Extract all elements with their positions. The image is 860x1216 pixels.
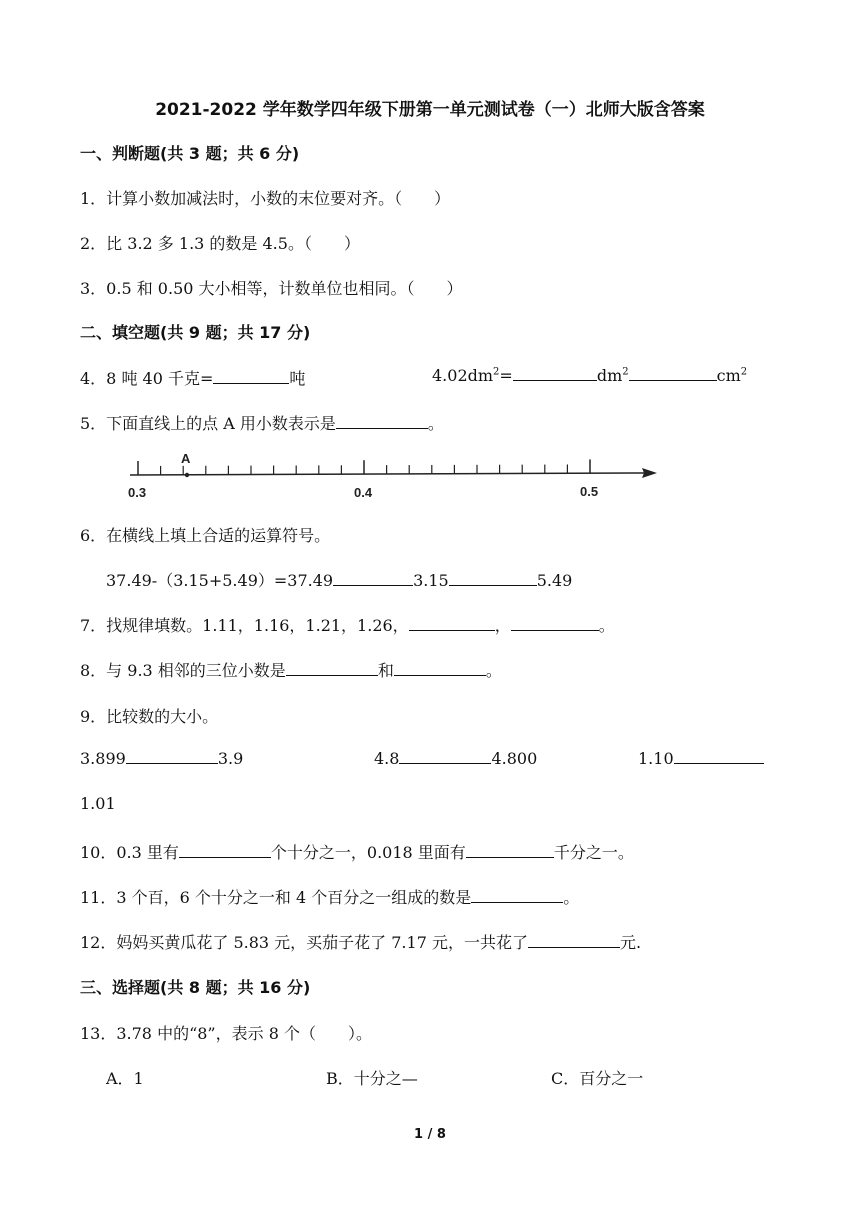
question-12-text: 12．妈妈买黄瓜花了 5.83 元，买茄子花了 7.17 元，一共花了 (80, 933, 528, 952)
answer-blank[interactable] (528, 933, 620, 948)
expression-start: 37.49-（3.15+5.49）=37.49 (106, 571, 334, 590)
question-10-text: 10．0.3 里有 (80, 843, 179, 862)
arrow-head-icon (642, 468, 657, 478)
punctuation: ， (494, 616, 511, 635)
question-10-end: 千分之一。 (553, 843, 634, 862)
answer-blank[interactable] (629, 366, 717, 381)
answer-blank[interactable] (126, 749, 218, 764)
tick-label-0-3: 0.3 (128, 485, 147, 500)
answer-blank[interactable] (286, 661, 378, 676)
answer-blank[interactable] (399, 749, 491, 764)
answer-blank[interactable] (333, 571, 413, 586)
punctuation: 。 (427, 414, 444, 433)
section-fill-heading: 二、填空题(共 9 题；共 17 分) (80, 323, 311, 342)
question-4b (432, 366, 747, 385)
equals: = (499, 366, 513, 385)
question-11 (80, 885, 579, 908)
answer-blank[interactable] (466, 843, 554, 858)
point-a-label: A (181, 451, 191, 466)
option-c[interactable]: C．百分之一 (551, 1069, 644, 1088)
answer-blank[interactable] (336, 414, 428, 429)
question-12 (80, 930, 641, 953)
question-1: 1．计算小数加减法时，小数的末位要对齐。（ ） (80, 189, 451, 208)
question-10 (80, 840, 634, 863)
superscript: 2 (622, 366, 629, 378)
option-a[interactable]: A．1 (106, 1069, 144, 1088)
answer-blank[interactable] (471, 888, 563, 903)
answer-blank[interactable] (213, 369, 289, 384)
question-8-text: 8．与 9.3 相邻的三位小数是 (80, 661, 286, 680)
punctuation: 。 (485, 661, 502, 680)
compare-c-right: 1.01 (80, 794, 116, 813)
superscript: 2 (493, 366, 500, 378)
section-judgement-heading: 一、判断题(共 3 题；共 6 分) (80, 144, 300, 163)
number-line-figure (120, 445, 670, 505)
number-line-axis (130, 473, 648, 475)
punctuation: 。 (563, 888, 580, 907)
section-choice-heading: 三、选择题(共 8 题；共 16 分) (80, 978, 311, 997)
question-10-middle: 个十分之一，0.018 里面有 (270, 843, 466, 862)
superscript: 2 (740, 366, 748, 378)
compare-a (80, 749, 243, 768)
question-5 (80, 411, 444, 434)
unit-label: dm (596, 366, 623, 385)
answer-blank[interactable] (179, 843, 271, 858)
answer-blank[interactable] (394, 661, 486, 676)
answer-blank[interactable] (409, 616, 495, 631)
point-a-dot (185, 473, 189, 477)
conjunction: 和 (377, 661, 394, 680)
tick-marks (138, 459, 590, 475)
question-11-text: 11．3 个百，6 个十分之一和 4 个百分之一组成的数是 (80, 888, 472, 907)
question-6: 6．在横线上填上合适的运算符号。 (80, 526, 331, 545)
compare-c-left: 1.10 (638, 749, 674, 768)
punctuation: 。 (598, 616, 615, 635)
tick-label-0-5: 0.5 (580, 484, 599, 499)
question-7 (80, 613, 615, 636)
unit-label: cm (716, 366, 741, 385)
unit-label: 吨 (289, 369, 306, 388)
expression-end: 5.49 (536, 571, 573, 590)
page-number: 1 / 8 (414, 1127, 446, 1142)
page-title: 2021-2022 学年数学四年级下册第一单元测试卷（一）北师大版含答案 (155, 100, 705, 120)
answer-blank[interactable] (449, 571, 537, 586)
compare-b (374, 749, 537, 768)
question-5-text: 5．下面直线上的点 A 用小数表示是 (80, 414, 336, 433)
unit-label: 元. (619, 933, 642, 952)
tick-label-0-4: 0.4 (354, 485, 373, 500)
question-4b-text: 4.02dm (432, 366, 494, 385)
compare-c (638, 749, 764, 768)
answer-blank[interactable] (674, 749, 764, 764)
question-6-expression (106, 568, 572, 591)
expression-middle: 3.15 (413, 571, 449, 590)
compare-a-left: 3.899 (80, 749, 126, 768)
answer-blank[interactable] (511, 616, 599, 631)
option-b[interactable]: B．十分之— (326, 1069, 418, 1088)
question-9: 9．比较数的大小。 (80, 707, 219, 726)
compare-b-left: 4.8 (374, 749, 400, 768)
question-2: 2．比 3.2 多 1.3 的数是 4.5。（ ） (80, 234, 360, 253)
compare-b-right: 4.800 (491, 749, 538, 768)
question-3: 3．0.5 和 0.50 大小相等，计数单位也相同。（ ） (80, 279, 463, 298)
answer-blank[interactable] (513, 366, 597, 381)
question-7-text: 7．找规律填数。1.11，1.16，1.21，1.26， (80, 616, 409, 635)
question-13: 13．3.78 中的“8”，表示 8 个（ ）。 (80, 1024, 372, 1043)
question-4a-text: 4．8 吨 40 千克= (80, 369, 214, 388)
question-4a (80, 366, 305, 389)
question-8 (80, 658, 502, 681)
compare-a-right: 3.9 (217, 749, 244, 768)
